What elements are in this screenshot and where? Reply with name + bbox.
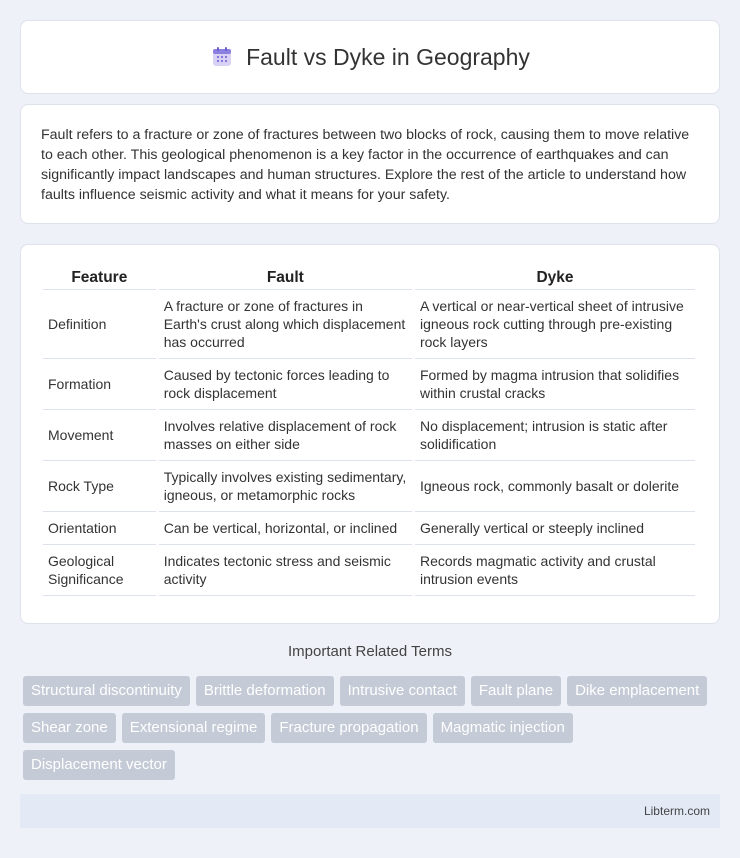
related-term-tag[interactable]: Displacement vector [23,750,175,780]
related-term-tag[interactable]: Fault plane [471,676,561,706]
row-dyke: No displacement; intrusion is static after solidification [415,410,695,461]
header-fault: Fault [159,265,412,290]
related-term-tag[interactable]: Extensional regime [122,713,266,743]
intro-card [20,104,720,224]
related-term-tag[interactable]: Fracture propagation [271,713,426,743]
related-term-tag[interactable]: Intrusive contact [340,676,465,706]
row-dyke: Generally vertical or steeply inclined [415,512,695,545]
row-dyke: Records magmatic activity and crustal intrusion events [415,545,695,596]
table-row [43,290,695,359]
row-feature: Formation [43,359,156,410]
related-term-tag[interactable]: Structural discontinuity [23,676,190,706]
row-fault: Can be vertical, horizontal, or inclined [159,512,412,545]
row-feature: Geological Significance [43,545,156,596]
related-term-tag[interactable]: Magmatic injection [433,713,573,743]
table-row [43,512,695,545]
row-feature: Definition [43,290,156,359]
calendar-icon [210,45,234,69]
page-title: Fault vs Dyke in Geography [246,43,530,70]
row-fault: Typically involves existing sedimentary, igneous, or metamorphic rocks [159,461,412,512]
intro-text: Fault refers to a fracture or zone of fractures between two blocks of rock, causing them to move relative to each other. This geological phenomenon is a key factor in the occurrence of earthquakes and can significantly impact landscapes and human structures. Explore the rest of the article to understand how faults influence seismic activity and what it means for your safety. [41,127,690,203]
related-terms-tags [23,676,723,780]
row-fault: Indicates tectonic stress and seismic activity [159,545,412,596]
related-term-tag[interactable]: Brittle deformation [196,676,334,706]
row-feature: Rock Type [43,461,156,512]
row-dyke: Igneous rock, commonly basalt or dolerite [415,461,695,512]
header-card [20,20,720,94]
table-row [43,545,695,596]
row-dyke: A vertical or near-vertical sheet of intrusive igneous rock cutting through pre-existing rock layers [415,290,695,359]
row-fault: A fracture or zone of fractures in Earth's crust along which displacement has occurred [159,290,412,359]
table-row [43,461,695,512]
row-dyke: Formed by magma intrusion that solidifies within crustal cracks [415,359,695,410]
comparison-table-card [20,244,720,624]
footer-site-link[interactable]: Libterm.com [643,804,710,818]
table-header-row [43,265,695,290]
header-feature: Feature [43,265,156,290]
related-terms-title: Important Related Terms [288,643,452,660]
comparison-table [40,265,698,596]
related-term-tag[interactable]: Shear zone [23,713,116,743]
row-fault: Caused by tectonic forces leading to rock displacement [159,359,412,410]
header-dyke: Dyke [415,265,695,290]
footer [20,794,720,828]
row-feature: Movement [43,410,156,461]
row-fault: Involves relative displacement of rock masses on either side [159,410,412,461]
row-feature: Orientation [43,512,156,545]
table-row [43,359,695,410]
table-row [43,410,695,461]
related-term-tag[interactable]: Dike emplacement [567,676,707,706]
